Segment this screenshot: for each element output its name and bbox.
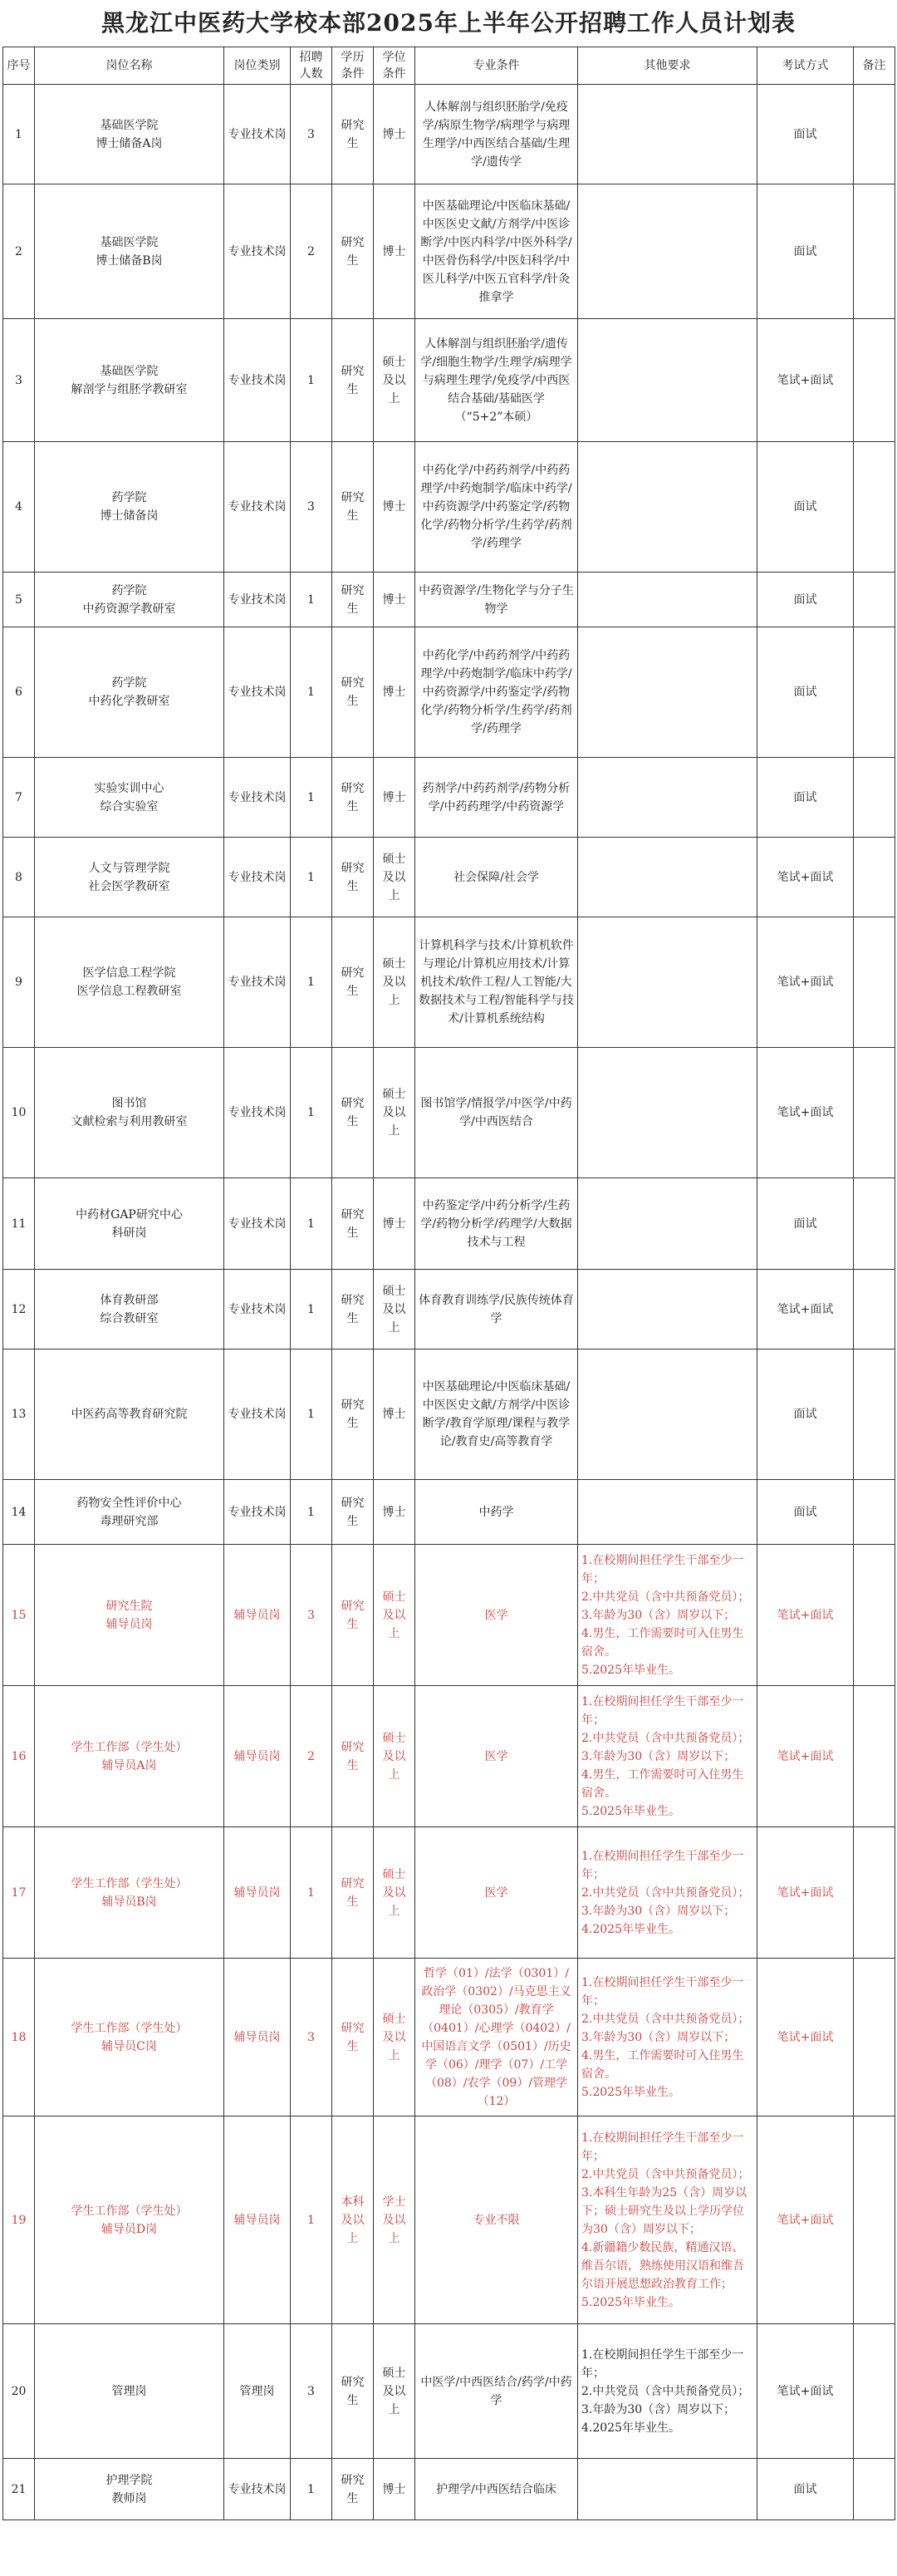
cell-post: 药学院 博士储备岗 [35,442,224,573]
cell-other: 1.在校期间担任学生干部至少一年； 2.中共党员（含中共预备党员）； 3.年龄为30（含）周岁以下； 4.2025年毕业生。 [578,1827,757,1959]
cell-degree: 博士 [374,1349,415,1480]
cell-category: 专业技术岗 [224,758,291,838]
table-row [3,838,895,917]
cell-degree: 硕士及以上 [374,1545,415,1686]
cell-count: 3 [291,85,332,184]
cell-remark [854,85,895,184]
cell-education: 研究生 [332,1827,374,1959]
cell-major: 中药学 [415,1480,578,1545]
cell-count: 2 [291,184,332,319]
cell-other [578,2459,757,2520]
cell-exam: 面试 [757,85,854,184]
page-title: 黑龙江中医药大学校本部2025年上半年公开招聘工作人员计划表 [101,9,796,37]
cell-category: 辅导员岗 [224,1827,291,1959]
table-row [3,442,895,573]
cell-no: 11 [3,1178,35,1270]
cell-remark [854,442,895,573]
cell-remark [854,319,895,442]
cell-other [578,85,757,184]
cell-major: 医学 [415,1827,578,1959]
table-row [3,85,895,184]
cell-exam: 笔试+面试 [757,1545,854,1686]
cell-exam: 笔试+面试 [757,1270,854,1349]
cell-no: 17 [3,1827,35,1959]
cell-exam: 面试 [757,442,854,573]
cell-education: 研究生 [332,85,374,184]
cell-other [578,758,757,838]
cell-count: 1 [291,2116,332,2324]
cell-count: 1 [291,627,332,758]
cell-count: 3 [291,1545,332,1686]
cell-post: 中药材GAP研究中心 科研岗 [35,1178,224,1270]
cell-count: 1 [291,1480,332,1545]
table-row [3,1959,895,2116]
cell-remark [854,1178,895,1270]
table-row [3,627,895,758]
header-education: 学历条件 [332,47,374,85]
cell-degree: 博士 [374,573,415,627]
cell-major: 社会保障/社会学 [415,838,578,917]
cell-post: 基础医学院 解剖学与组胚学教研室 [35,319,224,442]
cell-major: 人体解剖与组织胚胎学/免疫学/病原生物学/病理学与病理生理学/中西医结合基础/生理学/遗传学 [415,85,578,184]
cell-category: 辅导员岗 [224,1959,291,2116]
cell-count: 2 [291,1686,332,1827]
cell-other [578,184,757,319]
cell-count: 1 [291,758,332,838]
table-row [3,1686,895,1827]
cell-education: 研究生 [332,917,374,1048]
cell-major: 人体解剖与组织胚胎学/遗传学/细胞生物学/生理学/病理学与病理生理学/免疫学/中西医结合基础/基础医学（“5+2”本硕） [415,319,578,442]
table-row [3,917,895,1048]
cell-no: 19 [3,2116,35,2324]
cell-other [578,1178,757,1270]
cell-remark [854,1349,895,1480]
cell-degree: 硕士及以上 [374,1686,415,1827]
cell-degree: 博士 [374,442,415,573]
cell-category: 辅导员岗 [224,2116,291,2324]
header-category: 岗位类别 [224,47,291,85]
cell-count: 1 [291,838,332,917]
header-degree: 学位条件 [374,47,415,85]
cell-remark [854,1959,895,2116]
cell-post: 医学信息工程学院 医学信息工程教研室 [35,917,224,1048]
cell-remark [854,1048,895,1178]
cell-education: 研究生 [332,573,374,627]
header-exam: 考试方式 [757,47,854,85]
table-row [3,1480,895,1545]
cell-no: 13 [3,1349,35,1480]
cell-other [578,627,757,758]
cell-post: 基础医学院 博士储备A岗 [35,85,224,184]
cell-education: 研究生 [332,1480,374,1545]
cell-degree: 硕士及以上 [374,1270,415,1349]
cell-major: 计算机科学与技术/计算机软件与理论/计算机应用技术/计算机技术/软件工程/人工智能/大数据技术与工程/智能科学与技术/计算机系统结构 [415,917,578,1048]
recruitment-table [2,47,895,2520]
cell-exam: 面试 [757,1349,854,1480]
cell-remark [854,2116,895,2324]
cell-degree: 博士 [374,2459,415,2520]
cell-category: 专业技术岗 [224,627,291,758]
cell-count: 1 [291,2459,332,2520]
cell-no: 1 [3,85,35,184]
cell-category: 辅导员岗 [224,1686,291,1827]
cell-count: 3 [291,2324,332,2459]
cell-degree: 硕士及以上 [374,917,415,1048]
cell-major: 中药资源学/生物化学与分子生物学 [415,573,578,627]
cell-category: 专业技术岗 [224,2459,291,2520]
cell-other [578,319,757,442]
cell-remark [854,184,895,319]
table-row [3,1545,895,1686]
cell-education: 研究生 [332,1270,374,1349]
cell-degree: 学士及以上 [374,2116,415,2324]
cell-major: 图书馆学/情报学/中医学/中药学/中西医结合 [415,1048,578,1178]
cell-degree: 博士 [374,758,415,838]
table-header-row [3,47,895,85]
table-row [3,319,895,442]
cell-category: 管理岗 [224,2324,291,2459]
cell-major: 哲学（01）/法学（0301）/政治学（0302）/马克思主义理论（0305）/教育学（0401）/心理学（0402）/中国语言文学（0501）/历史学（06）/理学（07）/工学（08）/农学（09）/管理学（12） [415,1959,578,2116]
cell-exam: 笔试+面试 [757,1959,854,2116]
cell-major: 中医基础理论/中医临床基础/中医医史文献/方剂学/中医诊断学/教育学原理/课程与教学论/教育史/高等教育学 [415,1349,578,1480]
cell-education: 研究生 [332,1545,374,1686]
cell-no: 20 [3,2324,35,2459]
cell-degree: 博士 [374,85,415,184]
cell-category: 专业技术岗 [224,1349,291,1480]
cell-remark [854,1686,895,1827]
cell-no: 9 [3,917,35,1048]
cell-education: 研究生 [332,2324,374,2459]
cell-post: 人文与管理学院 社会医学教研室 [35,838,224,917]
cell-post: 护理学院 教师岗 [35,2459,224,2520]
header-other: 其他要求 [578,47,757,85]
cell-degree: 硕士及以上 [374,1959,415,2116]
cell-category: 专业技术岗 [224,1270,291,1349]
cell-count: 1 [291,917,332,1048]
cell-no: 14 [3,1480,35,1545]
cell-count: 1 [291,1827,332,1959]
header-major: 专业条件 [415,47,578,85]
cell-education: 研究生 [332,2459,374,2520]
cell-exam: 笔试+面试 [757,1686,854,1827]
cell-count: 1 [291,1178,332,1270]
table-row [3,2116,895,2324]
cell-education: 研究生 [332,319,374,442]
cell-degree: 博士 [374,627,415,758]
cell-major: 专业不限 [415,2116,578,2324]
cell-remark [854,2459,895,2520]
cell-degree: 博士 [374,184,415,319]
cell-degree: 博士 [374,1480,415,1545]
cell-exam: 笔试+面试 [757,2116,854,2324]
header-remark: 备注 [854,47,895,85]
cell-category: 专业技术岗 [224,184,291,319]
cell-no: 7 [3,758,35,838]
cell-category: 辅导员岗 [224,1545,291,1686]
cell-category: 专业技术岗 [224,1178,291,1270]
cell-exam: 笔试+面试 [757,917,854,1048]
cell-remark [854,573,895,627]
cell-education: 研究生 [332,838,374,917]
cell-post: 学生工作部（学生处） 辅导员C岗 [35,1959,224,2116]
cell-degree: 硕士及以上 [374,838,415,917]
cell-education: 研究生 [332,1048,374,1178]
cell-category: 专业技术岗 [224,85,291,184]
cell-no: 18 [3,1959,35,2116]
table-row [3,184,895,319]
table-body [3,85,895,2520]
cell-exam: 笔试+面试 [757,1048,854,1178]
table-row [3,2459,895,2520]
cell-count: 1 [291,573,332,627]
cell-major: 药剂学/中药药剂学/药物分析学/中药药理学/中药资源学 [415,758,578,838]
cell-exam: 笔试+面试 [757,838,854,917]
cell-remark [854,627,895,758]
cell-no: 2 [3,184,35,319]
cell-education: 研究生 [332,442,374,573]
table-row [3,1827,895,1959]
table-row [3,1349,895,1480]
cell-count: 1 [291,319,332,442]
cell-degree: 博士 [374,1178,415,1270]
cell-exam: 笔试+面试 [757,2324,854,2459]
cell-exam: 面试 [757,627,854,758]
cell-no: 16 [3,1686,35,1827]
cell-major: 中药鉴定学/中药分析学/生药学/药物分析学/药理学/大数据技术与工程 [415,1178,578,1270]
cell-remark [854,1270,895,1349]
table-row [3,2324,895,2459]
cell-other: 1.在校期间担任学生干部至少一年； 2.中共党员（含中共预备党员）； 3.年龄为30（含）周岁以下； 4.男生，工作需要时可入住男生宿舍。 5.2025年毕业生。 [578,1959,757,2116]
cell-degree: 硕士及以上 [374,2324,415,2459]
table-row [3,758,895,838]
cell-major: 中药化学/中药药剂学/中药药理学/中药炮制学/临床中药学/中药资源学/中药鉴定学/药物化学/药物分析学/生药学/药剂学/药理学 [415,627,578,758]
cell-category: 专业技术岗 [224,838,291,917]
cell-major: 医学 [415,1686,578,1827]
cell-exam: 面试 [757,573,854,627]
cell-other: 1.在校期间担任学生干部至少一年； 2.中共党员（含中共预备党员）； 3.年龄为30（含）周岁以下； 4.2025年毕业生。 [578,2324,757,2459]
cell-major: 中医学/中西医结合/药学/中药学 [415,2324,578,2459]
cell-count: 3 [291,442,332,573]
cell-other [578,838,757,917]
header-post: 岗位名称 [35,47,224,85]
cell-category: 专业技术岗 [224,573,291,627]
cell-post: 药物安全性评价中心 毒理研究部 [35,1480,224,1545]
cell-degree: 硕士及以上 [374,319,415,442]
cell-no: 3 [3,319,35,442]
cell-category: 专业技术岗 [224,1480,291,1545]
cell-education: 研究生 [332,1686,374,1827]
cell-education: 研究生 [332,1959,374,2116]
cell-major: 护理学/中西医结合临床 [415,2459,578,2520]
cell-education: 研究生 [332,627,374,758]
cell-post: 药学院 中药资源学教研室 [35,573,224,627]
cell-other [578,442,757,573]
cell-education: 研究生 [332,1349,374,1480]
cell-post: 学生工作部（学生处） 辅导员A岗 [35,1686,224,1827]
cell-remark [854,1827,895,1959]
cell-category: 专业技术岗 [224,319,291,442]
cell-other [578,573,757,627]
cell-post: 基础医学院 博士储备B岗 [35,184,224,319]
cell-other: 1.在校期间担任学生干部至少一年； 2.中共党员（含中共预备党员）； 3.年龄为30（含）周岁以下； 4.男生，工作需要时可入住男生宿舍。 5.2025年毕业生。 [578,1686,757,1827]
cell-other [578,1349,757,1480]
cell-remark [854,758,895,838]
cell-exam: 笔试+面试 [757,1827,854,1959]
cell-post: 体育教研部 综合教研室 [35,1270,224,1349]
table-row [3,1048,895,1178]
table-row [3,573,895,627]
cell-no: 15 [3,1545,35,1686]
cell-other: 1.在校期间担任学生干部至少一年； 2.中共党员（含中共预备党员）； 3.本科生年龄为25（含）周岁以下；硕士研究生及以上学历学位为30（含）周岁以下； 4.新疆籍少数民族，精通汉语、维吾尔语，熟练使用汉语和维吾尔语开展思想政治教育工作； 5.2025年毕业生。 [578,2116,757,2324]
cell-count: 1 [291,1349,332,1480]
cell-post: 学生工作部（学生处） 辅导员B岗 [35,1827,224,1959]
cell-post: 实验实训中心 综合实验室 [35,758,224,838]
cell-exam: 面试 [757,2459,854,2520]
cell-other [578,917,757,1048]
cell-count: 1 [291,1270,332,1349]
cell-education: 研究生 [332,184,374,319]
cell-exam: 面试 [757,1178,854,1270]
table-row [3,1270,895,1349]
cell-remark [854,917,895,1048]
cell-category: 专业技术岗 [224,1048,291,1178]
cell-degree: 硕士及以上 [374,1827,415,1959]
cell-degree: 硕士及以上 [374,1048,415,1178]
cell-exam: 面试 [757,1480,854,1545]
cell-no: 5 [3,573,35,627]
cell-post: 研究生院 辅导员岗 [35,1545,224,1686]
cell-exam: 面试 [757,184,854,319]
table-row [3,1178,895,1270]
cell-education: 本科及以上 [332,2116,374,2324]
cell-other [578,1270,757,1349]
cell-no: 10 [3,1048,35,1178]
cell-exam: 面试 [757,758,854,838]
cell-major: 医学 [415,1545,578,1686]
cell-other [578,1480,757,1545]
cell-remark [854,2324,895,2459]
cell-education: 研究生 [332,758,374,838]
cell-no: 12 [3,1270,35,1349]
cell-count: 1 [291,1048,332,1178]
cell-remark [854,1545,895,1686]
cell-no: 8 [3,838,35,917]
cell-education: 研究生 [332,1178,374,1270]
header-no: 序号 [3,47,35,85]
cell-post: 药学院 中药化学教研室 [35,627,224,758]
cell-other [578,1048,757,1178]
cell-major: 体育教育训练学/民族传统体育学 [415,1270,578,1349]
cell-remark [854,1480,895,1545]
cell-no: 6 [3,627,35,758]
cell-other: 1.在校期间担任学生干部至少一年； 2.中共党员（含中共预备党员）； 3.年龄为30（含）周岁以下； 4.男生，工作需要时可入住男生宿舍。 5.2025年毕业生。 [578,1545,757,1686]
cell-category: 专业技术岗 [224,917,291,1048]
cell-post: 图书馆 文献检索与利用教研室 [35,1048,224,1178]
cell-count: 3 [291,1959,332,2116]
cell-post: 管理岗 [35,2324,224,2459]
cell-post: 学生工作部（学生处） 辅导员D岗 [35,2116,224,2324]
cell-major: 中药化学/中药药剂学/中药药理学/中药炮制学/临床中药学/中药资源学/中药鉴定学/药物化学/药物分析学/生药学/药剂学/药理学 [415,442,578,573]
cell-remark [854,838,895,917]
cell-no: 21 [3,2459,35,2520]
header-count: 招聘人数 [291,47,332,85]
cell-category: 专业技术岗 [224,442,291,573]
cell-exam: 笔试+面试 [757,319,854,442]
cell-major: 中医基础理论/中医临床基础/中医医史文献/方剂学/中医诊断学/中医内科学/中医外科学/中医骨伤科学/中医妇科学/中医儿科学/中医五官科学/针灸推拿学 [415,184,578,319]
cell-post: 中医药高等教育研究院 [35,1349,224,1480]
cell-no: 4 [3,442,35,573]
